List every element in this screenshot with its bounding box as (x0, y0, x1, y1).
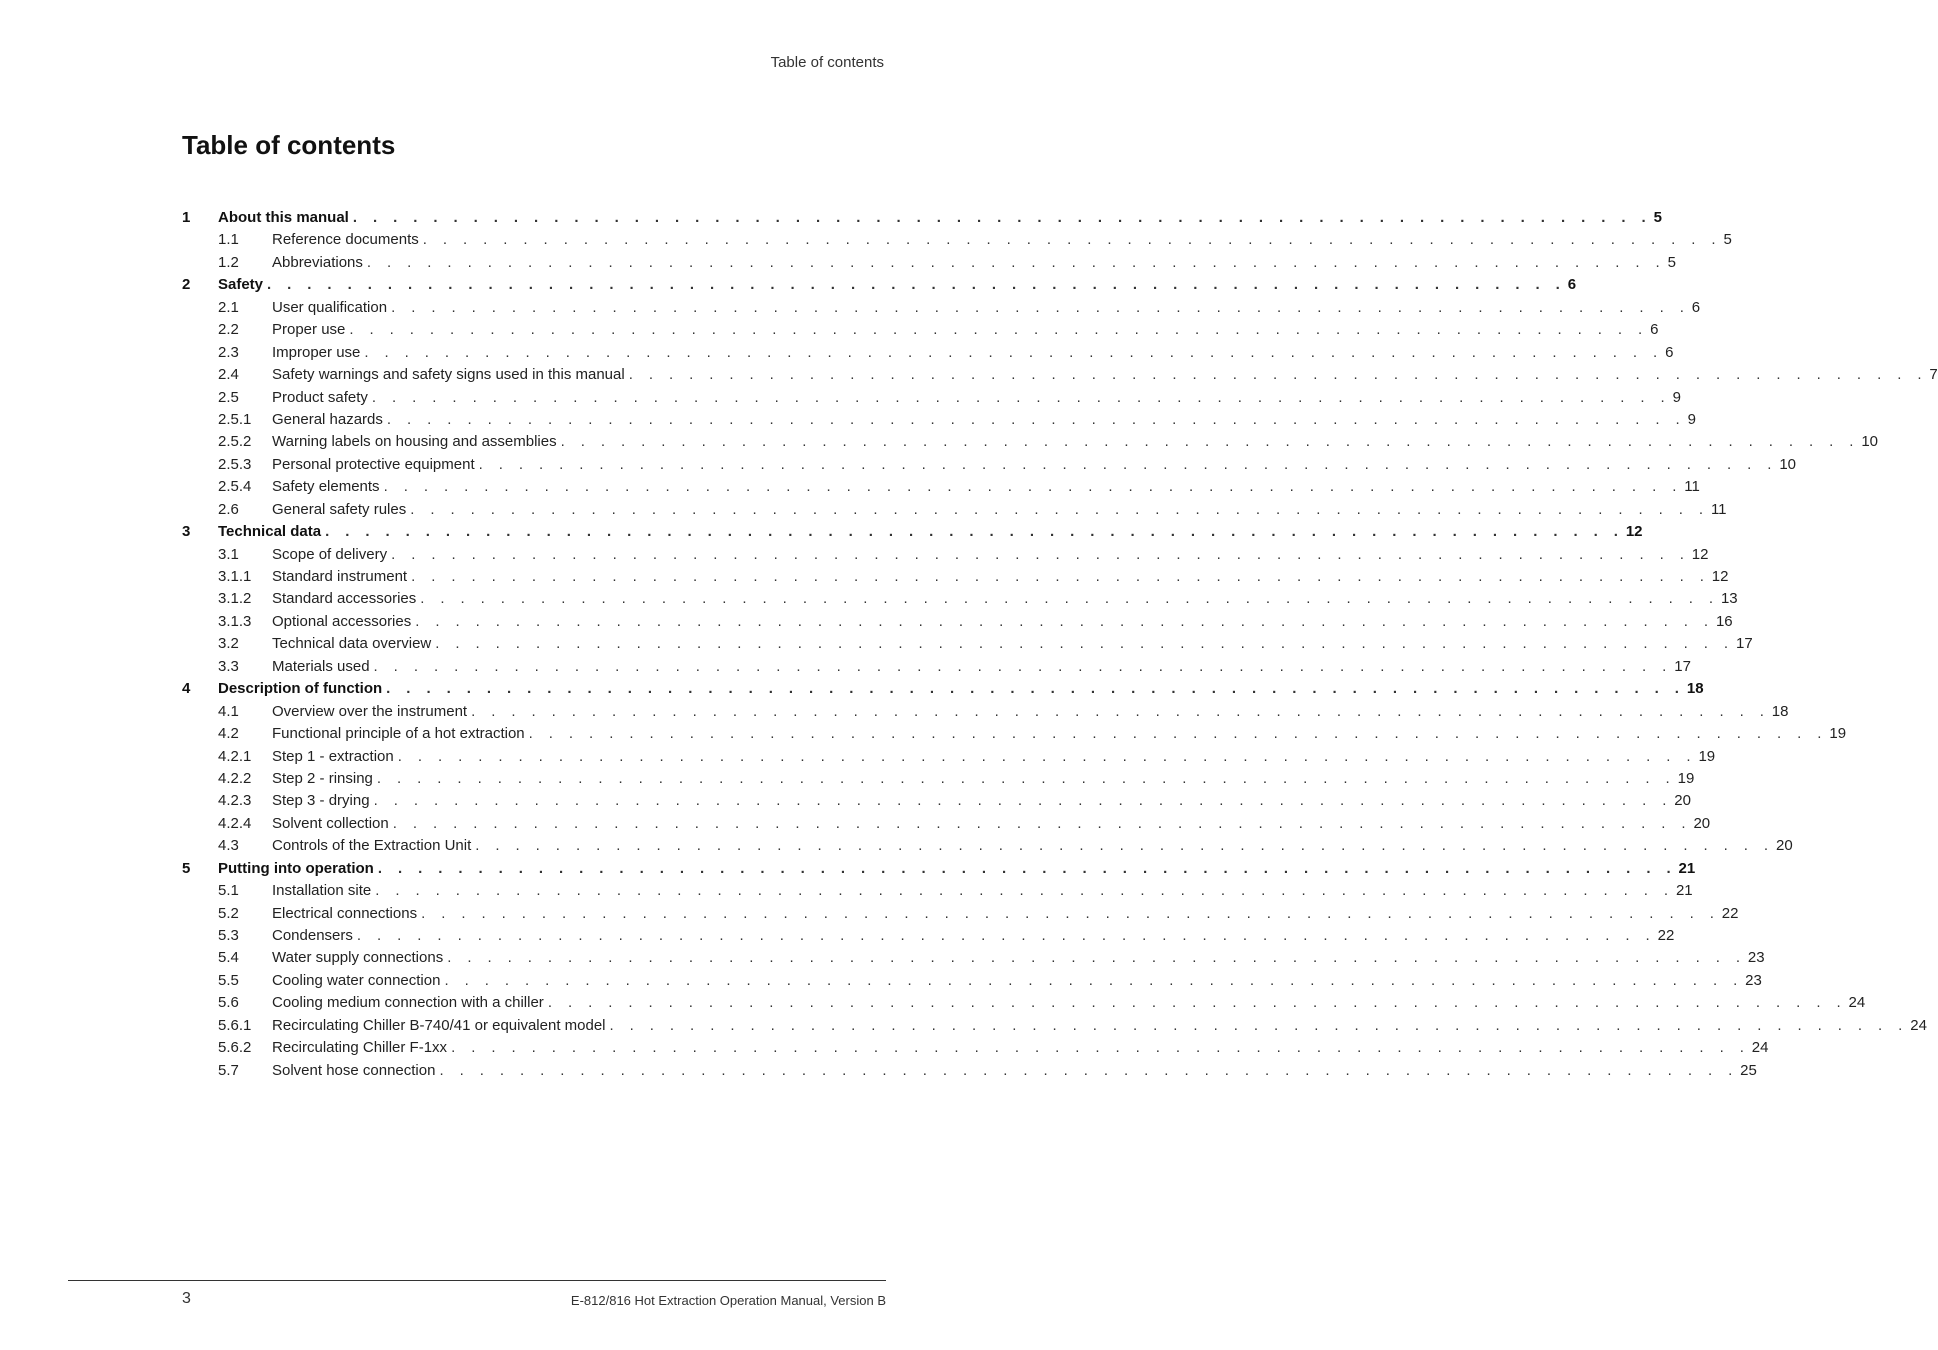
toc-dot-leader: . . . . . . . . . . . . . . . . . . . . . . . . . . . . . . . . . . . . . . . . . . . . . . . . . . . . . . . . . . . . . . . . . (410, 500, 1709, 518)
toc-entry-number: 3.1.1 (218, 568, 252, 585)
toc-entry-body (272, 342, 1674, 364)
toc-entry-title: Safety elements (272, 478, 380, 496)
toc-entry-body (272, 499, 1727, 521)
toc-entry-body (272, 790, 1691, 812)
toc-entry-body (272, 431, 1879, 453)
toc-entry-number: 2.5.2 (218, 433, 252, 451)
toc-entry[interactable] (182, 297, 1701, 319)
toc-entry-title: Standard instrument (272, 568, 408, 585)
toc-entry-number: 3.3 (218, 657, 239, 675)
toc-dot-leader: . . . . . . . . . . . . . . . . . . . . . . . . . . . . . . . . . . . . . . . . . . . . . . . . . . . . . . . . . . . . . . . . . (386, 680, 1685, 698)
toc-entry-title: Technical data (218, 523, 322, 541)
toc-entry-number: 5.6.1 (218, 1016, 252, 1034)
toc-entry-body (272, 566, 1729, 588)
toc-dot-leader: . . . . . . . . . . . . . . . . . . . . . . . . . . . . . . . . . . . . . . . . . . . . . . . . . . . . . . . . . . . . . . . . . (560, 433, 1860, 451)
toc-entry-body (272, 835, 1793, 857)
toc-entry[interactable] (182, 387, 1681, 409)
toc-dot-leader: . . . . . . . . . . . . . . . . . . . . . . . . . . . . . . . . . . . . . . . . . . . . . . . . . . . . . . . . . . . . . . . . . (439, 1061, 1739, 1079)
toc-entry[interactable] (182, 633, 1753, 655)
toc-entry-title: Proper use (272, 321, 346, 339)
toc-entry[interactable] (182, 431, 1879, 453)
toc-entry-title: Overview over the instrument (272, 702, 468, 720)
toc-entry-page: 9 (1672, 388, 1681, 406)
toc-entry-number: 4.2.2 (218, 769, 252, 787)
toc-entry-title: Safety warnings and safety signs used in this manual (272, 366, 625, 384)
toc-entry-title: Functional principle of a hot extraction (272, 725, 525, 743)
toc-entry-number: 5.3 (218, 927, 239, 944)
toc-dot-leader: . . . . . . . . . . . . . . . . . . . . . . . . . . . . . . . . . . . . . . . . . . . . . . . . . . . . . . . . . . . . . . . . . (415, 612, 1714, 630)
toc-entry-body (218, 858, 1696, 880)
toc-dot-leader: . . . . . . . . . . . . . . . . . . . . . . . . . . . . . . . . . . . . . . . . . . . . . . . . . . . . . . . . . . . . . . . . . (547, 994, 1847, 1012)
toc-entry[interactable] (182, 1037, 1769, 1059)
toc-entry-number: 2.3 (218, 343, 239, 361)
toc-entry-page: 19 (1829, 725, 1847, 743)
toc-entry-body (218, 678, 1704, 700)
toc-entry-page: 22 (1657, 927, 1675, 944)
toc-entry-title: Water supply connections (272, 949, 444, 967)
toc-entry-title: Recirculating Chiller F-1xx (272, 1039, 448, 1057)
toc-entry[interactable] (182, 656, 1691, 678)
toc-entry[interactable] (182, 925, 1675, 947)
toc-entry-body (272, 252, 1676, 274)
toc-entry-number: 1 (182, 209, 191, 226)
toc-entry-page: 21 (1678, 859, 1696, 877)
toc-entry-title: Warning labels on housing and assemblies (272, 433, 557, 451)
toc-entry[interactable] (182, 790, 1691, 812)
toc-dot-leader: . . . . . . . . . . . . . . . . . . . . . . . . . . . . . . . . . . . . . . . . . . . . . . . . . . . . . . . . . . . . . . . . . (444, 971, 1744, 989)
toc-entry-page: 6 (1567, 276, 1577, 294)
toc-entry-body (272, 297, 1701, 319)
footer-page-number: 3 (182, 1290, 191, 1307)
toc-entry-title: Optional accessories (272, 612, 412, 630)
toc-entry-page: 7 (1929, 366, 1938, 384)
toc-entry-page: 10 (1861, 433, 1879, 451)
toc-entry-number: 2.6 (218, 500, 239, 518)
toc-entry[interactable] (182, 342, 1674, 364)
toc-entry[interactable] (182, 521, 1643, 543)
toc-entry-body (272, 229, 1732, 251)
toc-entry-page: 19 (1698, 747, 1716, 765)
toc-entry-page: 13 (1720, 590, 1738, 608)
running-header: Table of contents (770, 54, 884, 71)
toc-entry-title: Electrical connections (272, 904, 418, 922)
toc-dot-leader: . . . . . . . . . . . . . . . . . . . . . . . . . . . . . . . . . . . . . . . . . . . . . . . . . . . . . . . . . . . . . . . . . (377, 859, 1677, 877)
toc-dot-leader: . . . . . . . . . . . . . . . . . . . . . . . . . . . . . . . . . . . . . . . . . . . . . . . . . . . . . . . . . . . . . . . . . (391, 545, 1690, 563)
toc-entry-number: 3 (182, 523, 191, 541)
toc-dot-leader: . . . . . . . . . . . . . . . . . . . . . . . . . . . . . . . . . . . . . . . . . . . . . . . . . . . . . . . . . . . . . . . . . (475, 837, 1774, 855)
toc-dot-leader: . . . . . . . . . . . . . . . . . . . . . . . . . . . . . . . . . . . . . . . . . . . . . . . . . . . . . . . . . . . . . . . . . (420, 590, 1719, 608)
toc-entry-number: 5.4 (218, 949, 239, 967)
toc-entry-number: 5.7 (218, 1061, 239, 1079)
toc-entry-body (272, 768, 1695, 790)
toc-entry-body (218, 207, 1662, 229)
toc-entry[interactable] (182, 409, 1696, 431)
toc-entry-body (218, 521, 1643, 543)
toc-entry-number: 4.2.3 (218, 792, 252, 810)
toc-dot-leader: . . . . . . . . . . . . . . . . . . . . . . . . . . . . . . . . . . . . . . . . . . . . . . . . . . . . . . . . . . . . . . . . . (386, 410, 1686, 428)
toc-entry-title: Abbreviations (272, 253, 363, 271)
toc-entry-title: Materials used (272, 657, 370, 675)
toc-entry-title: Solvent collection (272, 814, 389, 832)
toc-dot-leader: . . . . . . . . . . . . . . . . . . . . . . . . . . . . . . . . . . . . . . . . . . . . . . . . . . . . . . . . . . . . . . . . . (435, 635, 1734, 653)
toc-entry-title: Cooling water connection (272, 971, 441, 989)
toc-entry-body (272, 476, 1700, 498)
toc-dot-leader: . . . . . . . . . . . . . . . . . . . . . . . . . . . . . . . . . . . . . . . . . . . . . . . . . . . . . . . . . . . . . . . . . (628, 366, 1928, 384)
toc-dot-leader: . . . . . . . . . . . . . . . . . . . . . . . . . . . . . . . . . . . . . . . . . . . . . . . . . . . . . . . . . . . . . . . . . (267, 276, 1566, 294)
toc-dot-leader: . . . . . . . . . . . . . . . . . . . . . . . . . . . . . . . . . . . . . . . . . . . . . . . . . . . . . . . . . . . . . . . . . (422, 231, 1722, 249)
toc-entry-body (272, 903, 1739, 925)
toc-entry-number: 4.3 (218, 837, 239, 855)
toc-entry-number: 5.6 (218, 994, 239, 1012)
toc-entry-number: 2.5.3 (218, 455, 252, 473)
toc-entry[interactable] (182, 364, 1938, 386)
toc-entry-number: 4.1 (218, 702, 239, 720)
toc-dot-leader: . . . . . . . . . . . . . . . . . . . . . . . . . . . . . . . . . . . . . . . . . . . . . . . . . . . . . . . . . . . . . . . . . (471, 702, 1770, 720)
toc-entry[interactable] (182, 723, 1847, 745)
toc-entry-title: Personal protective equipment (272, 455, 475, 473)
toc-entry-body (272, 454, 1797, 476)
toc-entry-page: 16 (1715, 612, 1733, 630)
toc-entry-title: Safety (218, 276, 264, 294)
toc-entry-number: 2.4 (218, 366, 239, 384)
toc-entry-title: Standard accessories (272, 590, 417, 608)
toc-entry[interactable] (182, 611, 1733, 633)
toc-entry-title: About this manual (218, 209, 349, 226)
toc-entry-title: Installation site (272, 882, 372, 900)
toc-entry[interactable] (182, 903, 1739, 925)
toc-entry-body (272, 880, 1693, 902)
toc-entry-title: User qualification (272, 298, 388, 316)
toc-entry-page: 18 (1686, 680, 1704, 698)
toc-dot-leader: . . . . . . . . . . . . . . . . . . . . . . . . . . . . . . . . . . . . . . . . . . . . . . . . . . . . . . . . . . . . . . . . . (609, 1016, 1909, 1034)
page-title: Table of contents (182, 130, 396, 160)
toc-entry-number: 2.5.1 (218, 410, 252, 428)
toc-entry[interactable] (182, 678, 1704, 700)
toc-dot-leader: . . . . . . . . . . . . . . . . . . . . . . . . . . . . . . . . . . . . . . . . . . . . . . . . . . . . . . . . . . . . . . . . . (375, 882, 1674, 900)
toc-entry[interactable] (182, 544, 1709, 566)
toc-dot-leader: . . . . . . . . . . . . . . . . . . . . . . . . . . . . . . . . . . . . . . . . . . . . . . . . . . . . . . . . . . . . . . . . . (397, 747, 1697, 765)
toc-dot-leader: . . . . . . . . . . . . . . . . . . . . . . . . . . . . . . . . . . . . . . . . . . . . . . . . . . . . . . . . . . . . . . . . . (421, 904, 1720, 922)
toc-entry-page: 5 (1653, 209, 1662, 226)
toc-entry-title: General safety rules (272, 500, 407, 518)
toc-entry-title: Step 1 - extraction (272, 747, 394, 765)
toc-entry-title: Step 3 - drying (272, 792, 370, 810)
toc-entry-body (272, 588, 1738, 610)
toc-entry[interactable] (182, 207, 1662, 229)
toc-entry-number: 2.2 (218, 321, 239, 339)
toc-dot-leader: . . . . . . . . . . . . . . . . . . . . . . . . . . . . . . . . . . . . . . . . . . . . . . . . . . . . . . . . . . . . . . . . . (478, 455, 1778, 473)
toc-entry-page: 20 (1693, 814, 1711, 832)
toc-entry-title: Condensers (272, 927, 353, 944)
toc-entry-title: Improper use (272, 343, 361, 361)
toc-entry-title: Cooling medium connection with a chiller (272, 994, 544, 1012)
toc-dot-leader: . . . . . . . . . . . . . . . . . . . . . . . . . . . . . . . . . . . . . . . . . . . . . . . . . . . . . . . . . . . . . . . . . (373, 792, 1673, 810)
toc-entry-body (218, 274, 1577, 296)
toc-dot-leader: . . . . . . . . . . . . . . . . . . . . . . . . . . . . . . . . . . . . . . . . . . . . . . . . . . . . . . . . . . . . . . . . . (371, 388, 1671, 406)
toc-dot-leader: . . . . . . . . . . . . . . . . . . . . . . . . . . . . . . . . . . . . . . . . . . . . . . . . . . . . . . . . . . . . . . . . . (451, 1039, 1750, 1057)
toc-entry-number: 2.5.4 (218, 478, 252, 496)
toc-entry-number: 4 (182, 680, 191, 698)
toc-entry-page: 25 (1740, 1061, 1757, 1079)
toc-dot-leader: . . . . . . . . . . . . . . . . . . . . . . . . . . . . . . . . . . . . . . . . . . . . . . . . . . . . . . . . . . . . . . . . . (528, 725, 1828, 743)
toc-dot-leader: . . . . . . . . . . . . . . . . . . . . . . . . . . . . . . . . . . . . . . . . . . . . . . . . . . . . . . . . . . . . . . . . . (447, 949, 1746, 967)
toc-entry-page: 20 (1674, 792, 1691, 810)
toc-entry-body (272, 656, 1691, 678)
toc-entry-number: 1.2 (218, 253, 239, 271)
toc-dot-leader: . . . . . . . . . . . . . . . . . . . . . . . . . . . . . . . . . . . . . . . . . . . . . . . . . . . . . . . . . . . . . . . . . (364, 343, 1664, 361)
toc-entry-page: 5 (1667, 253, 1676, 271)
toc-entry-body (272, 925, 1675, 947)
toc-entry-body (272, 813, 1711, 835)
toc-entry-body (272, 319, 1659, 341)
toc-entry-page: 11 (1684, 478, 1700, 496)
toc-entry-number: 5 (182, 859, 191, 877)
toc-entry-title: Product safety (272, 388, 368, 406)
toc-entry-body (272, 746, 1716, 768)
toc-entry-number: 4.2.4 (218, 814, 252, 832)
toc-entry[interactable] (182, 813, 1711, 835)
toc-entry-page: 9 (1687, 410, 1696, 428)
toc-entry[interactable] (182, 588, 1738, 610)
toc-entry[interactable] (182, 454, 1797, 476)
footer-document-title: E-812/816 Hot Extraction Operation Manual, Version B (570, 1293, 886, 1308)
toc-entry-body (272, 1015, 1927, 1037)
toc-entry-body (272, 611, 1733, 633)
toc-entry-page: 17 (1674, 657, 1691, 675)
toc-dot-leader: . . . . . . . . . . . . . . . . . . . . . . . . . . . . . . . . . . . . . . . . . . . . . . . . . . . . . . . . . . . . . . . . . (392, 814, 1692, 832)
toc-entry[interactable] (182, 858, 1696, 880)
toc-entry-number: 3.2 (218, 635, 239, 653)
toc-entry-title: Description of function (218, 680, 383, 698)
toc-entry[interactable] (182, 476, 1700, 498)
toc-entry-page: 24 (1751, 1039, 1769, 1057)
toc-entry-number: 5.6.2 (218, 1039, 252, 1057)
toc-dot-leader: . . . . . . . . . . . . . . . . . . . . . . . . . . . . . . . . . . . . . . . . . . . . . . . . . . . . . . . . . . . . . . . . . (391, 298, 1690, 316)
toc-entry-page: 24 (1848, 994, 1866, 1012)
toc-entry-page: 18 (1771, 702, 1789, 720)
toc-entry-body (272, 701, 1789, 723)
toc-entry-page: 17 (1735, 635, 1753, 653)
toc-dot-leader: . . . . . . . . . . . . . . . . . . . . . . . . . . . . . . . . . . . . . . . . . . . . . . . . . . . . . . . . . . . . . . . . . (366, 253, 1666, 271)
toc-entry[interactable] (182, 970, 1762, 992)
toc-entry[interactable] (182, 880, 1693, 902)
table-of-contents (182, 207, 1938, 1082)
toc-entry-page: 10 (1779, 455, 1797, 473)
toc-entry[interactable] (182, 566, 1729, 588)
toc-dot-leader: . . . . . . . . . . . . . . . . . . . . . . . . . . . . . . . . . . . . . . . . . . . . . . . . . . . . . . . . . . . . . . . . . (352, 209, 1652, 226)
toc-entry-page: 21 (1675, 882, 1693, 900)
toc-entry-body (272, 992, 1866, 1014)
toc-entry-number: 2 (182, 276, 191, 294)
toc-entry-title: General hazards (272, 410, 383, 428)
toc-entry-page: 6 (1650, 321, 1659, 339)
toc-entry-page: 11 (1710, 500, 1727, 518)
toc-dot-leader: . . . . . . . . . . . . . . . . . . . . . . . . . . . . . . . . . . . . . . . . . . . . . . . . . . . . . . . . . . . . . . . . . (411, 568, 1710, 585)
toc-entry-title: Reference documents (272, 231, 419, 249)
toc-entry[interactable] (182, 947, 1765, 969)
toc-entry[interactable] (182, 229, 1732, 251)
toc-entry-title: Step 2 - rinsing (272, 769, 373, 787)
toc-dot-leader: . . . . . . . . . . . . . . . . . . . . . . . . . . . . . . . . . . . . . . . . . . . . . . . . . . . . . . . . . . . . . . . . . (376, 769, 1676, 787)
toc-dot-leader: . . . . . . . . . . . . . . . . . . . . . . . . . . . . . . . . . . . . . . . . . . . . . . . . . . . . . . . . . . . . . . . . . (383, 478, 1683, 496)
toc-entry-body (272, 364, 1938, 386)
toc-entry-body (272, 1037, 1769, 1059)
toc-entry-title: Technical data overview (272, 635, 432, 653)
toc-entry-number: 4.2 (218, 725, 239, 743)
toc-dot-leader: . . . . . . . . . . . . . . . . . . . . . . . . . . . . . . . . . . . . . . . . . . . . . . . . . . . . . . . . . . . . . . . . . (349, 321, 1649, 339)
footer-divider (68, 1280, 886, 1281)
toc-entry-page: 23 (1747, 949, 1765, 967)
toc-entry-body (272, 409, 1696, 431)
toc-entry-page: 23 (1745, 971, 1762, 989)
toc-entry-number: 2.1 (218, 298, 239, 316)
toc-entry-page: 12 (1625, 523, 1643, 541)
toc-entry-title: Putting into operation (218, 859, 374, 877)
toc-entry-number: 5.5 (218, 971, 239, 989)
toc-entry-title: Scope of delivery (272, 545, 388, 563)
toc-entry-number: 1.1 (218, 231, 239, 249)
toc-entry[interactable] (182, 768, 1695, 790)
toc-entry-page: 22 (1721, 904, 1739, 922)
toc-entry-page: 19 (1677, 769, 1695, 787)
toc-dot-leader: . . . . . . . . . . . . . . . . . . . . . . . . . . . . . . . . . . . . . . . . . . . . . . . . . . . . . . . . . . . . . . . . . (325, 523, 1624, 541)
toc-entry-body (272, 947, 1765, 969)
toc-entry-page: 12 (1691, 545, 1709, 563)
toc-entry-page: 6 (1691, 298, 1701, 316)
toc-entry-number: 4.2.1 (218, 747, 252, 765)
toc-entry-number: 5.1 (218, 882, 239, 900)
toc-entry-body (272, 633, 1753, 655)
toc-entry-title: Controls of the Extraction Unit (272, 837, 472, 855)
toc-entry-page: 6 (1665, 343, 1674, 361)
toc-entry[interactable] (182, 319, 1659, 341)
toc-entry-number: 5.2 (218, 904, 239, 922)
toc-entry[interactable] (182, 252, 1676, 274)
toc-entry-body (272, 723, 1847, 745)
toc-entry-title: Solvent hose connection (272, 1061, 436, 1079)
toc-entry-number: 3.1.3 (218, 612, 252, 630)
toc-dot-leader: . . . . . . . . . . . . . . . . . . . . . . . . . . . . . . . . . . . . . . . . . . . . . . . . . . . . . . . . . . . . . . . . . (356, 927, 1656, 944)
toc-entry[interactable] (182, 835, 1793, 857)
toc-entry-page: 24 (1910, 1016, 1927, 1034)
toc-entry-number: 2.5 (218, 388, 239, 406)
toc-entry-title: Recirculating Chiller B-740/41 or equivalent model (272, 1016, 606, 1034)
toc-entry[interactable] (182, 1060, 1757, 1082)
toc-entry[interactable] (182, 1015, 1927, 1037)
toc-entry-page: 12 (1711, 568, 1729, 585)
toc-entry-body (272, 1060, 1757, 1082)
toc-entry-number: 3.1 (218, 545, 239, 563)
toc-entry[interactable] (182, 992, 1866, 1014)
toc-entry[interactable] (182, 746, 1716, 768)
toc-entry-page: 20 (1775, 837, 1793, 855)
toc-entry[interactable] (182, 274, 1577, 296)
toc-entry-number: 3.1.2 (218, 590, 252, 608)
toc-dot-leader: . . . . . . . . . . . . . . . . . . . . . . . . . . . . . . . . . . . . . . . . . . . . . . . . . . . . . . . . . . . . . . . . . (373, 657, 1673, 675)
toc-entry-body (272, 387, 1681, 409)
toc-entry-body (272, 544, 1709, 566)
toc-entry[interactable] (182, 499, 1727, 521)
toc-entry-body (272, 970, 1762, 992)
toc-entry-page: 5 (1723, 231, 1732, 249)
toc-entry[interactable] (182, 701, 1789, 723)
